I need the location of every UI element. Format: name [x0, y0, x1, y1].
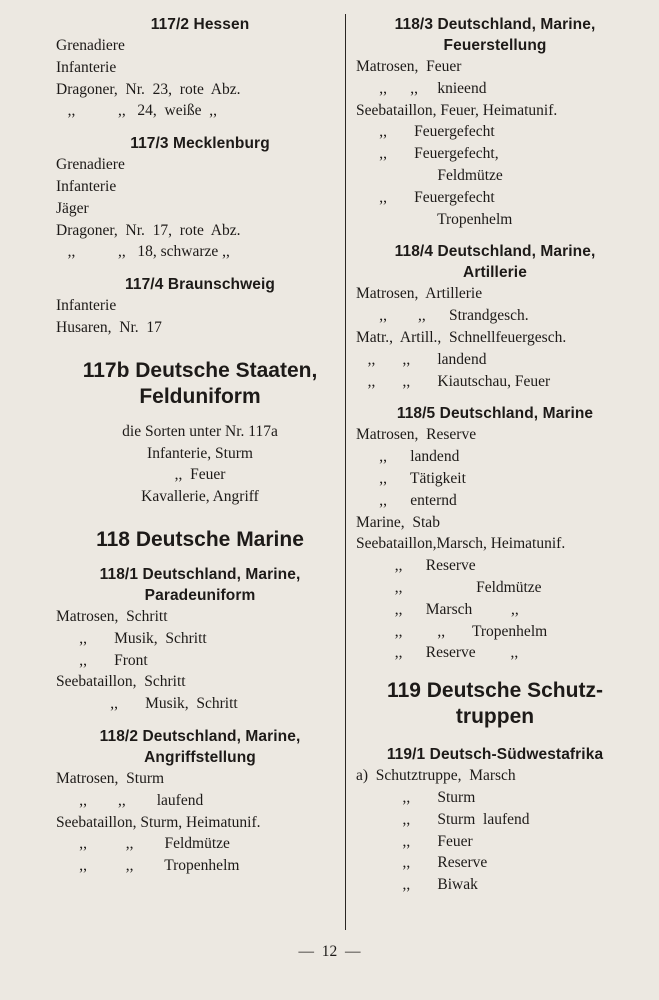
- entry-line: ,, Feuer: [174, 466, 226, 484]
- main-heading: 118 Deutsche Marine: [96, 527, 304, 551]
- entry-line: Tropenhelm: [356, 210, 513, 228]
- entry-line: Matrosen, Reserve: [356, 426, 477, 444]
- entry-line: Seebataillon,Marsch, Heimatunif.: [356, 535, 566, 553]
- section-heading: Paradeuniform: [144, 586, 256, 604]
- main-heading: Felduniform: [139, 384, 261, 408]
- entry-line: Infanterie: [56, 177, 117, 195]
- spacer: [56, 122, 344, 133]
- section-heading: Artillerie: [463, 264, 527, 282]
- entry-line: a) Schutztruppe, Marsch: [356, 767, 516, 785]
- spacer: [356, 730, 634, 744]
- spacer: [56, 715, 344, 726]
- spacer: [356, 392, 634, 403]
- entry-line: ,, Biwak: [356, 876, 478, 894]
- spacer: [356, 230, 634, 241]
- section-heading: 119/1 Deutsch-Südwestafrika: [386, 746, 604, 764]
- entry-line: ,, Feldmütze: [356, 578, 542, 596]
- entry-line: ,, Reserve: [356, 854, 488, 872]
- entry-line: ,, Feuergefecht,: [356, 145, 499, 163]
- entry-line: Infanterie, Sturm: [147, 444, 253, 462]
- entry-line: Feldmütze: [356, 166, 503, 184]
- entry-line: Seebataillon, Sturm, Heimatunif.: [56, 813, 261, 831]
- right-column: [356, 14, 634, 896]
- entry-line: ,, landend: [356, 448, 460, 466]
- entry-line: Seebataillon, Schritt: [56, 673, 186, 691]
- entry-line: ,, ,, Tropenhelm: [356, 622, 548, 640]
- entry-line: ,, Marsch ,,: [356, 600, 519, 618]
- spacer: [56, 508, 344, 527]
- entry-line: Grenadiere: [56, 156, 125, 174]
- left-column: [56, 14, 344, 877]
- main-heading: 119 Deutsche Schutz-: [387, 679, 603, 703]
- spacer: [356, 664, 634, 678]
- section-heading: 118/5 Deutschland, Marine: [396, 405, 594, 423]
- main-heading: truppen: [455, 705, 535, 729]
- entry-line: ,, Sturm: [356, 788, 476, 806]
- entry-line: ,, ,, knieend: [356, 79, 487, 97]
- entry-line: Infanterie: [56, 297, 117, 315]
- main-heading: 117b Deutsche Staaten,: [82, 358, 318, 382]
- entry-line: Matrosen, Schritt: [56, 607, 168, 625]
- entry-line: ,, Feuergefecht: [356, 188, 495, 206]
- spacer: [56, 553, 344, 564]
- section-heading: 117/4 Braunschweig: [125, 276, 275, 294]
- entry-line: Jäger: [56, 199, 89, 217]
- section-heading: 117/3 Mecklenburg: [130, 135, 270, 153]
- section-heading: 118/1 Deutschland, Marine,: [99, 565, 301, 583]
- entry-line: Husaren, Nr. 17: [56, 318, 162, 336]
- entry-line: ,, Sturm laufend: [356, 810, 530, 828]
- entry-line: ,, Musik, Schritt: [56, 695, 238, 713]
- section-heading: Feuerstellung: [443, 37, 547, 54]
- spacer: [56, 410, 344, 421]
- spacer: [56, 263, 344, 274]
- entry-line: Matrosen, Sturm: [56, 769, 165, 787]
- entry-line: ,, ,, 18, schwarze ,,: [56, 243, 230, 261]
- entry-line: ,, Feuer: [356, 832, 473, 850]
- entry-line: ,, ,, Kiautschau, Feuer: [356, 372, 551, 390]
- entry-line: Kavallerie, Angriff: [141, 488, 259, 506]
- entry-line: Infanterie: [56, 58, 117, 76]
- entry-line: Seebataillon, Feuer, Heimatunif.: [356, 101, 558, 119]
- entry-line: ,, ,, laufend: [56, 791, 204, 809]
- entry-line: ,, Feuergefecht: [356, 123, 495, 141]
- entry-line: Dragoner, Nr. 23, rote Abz.: [56, 80, 241, 98]
- entry-line: Matr., Artill., Schnellfeuergesch.: [356, 328, 567, 346]
- entry-line: Matrosen, Artillerie: [356, 285, 483, 303]
- entry-line: ,, Reserve: [356, 557, 476, 575]
- section-heading: 118/2 Deutschland, Marine,: [99, 727, 301, 745]
- entry-line: die Sorten unter Nr. 117a: [122, 422, 278, 440]
- entry-line: ,, enternd: [356, 491, 457, 509]
- section-heading: Angriffstellung: [144, 748, 256, 766]
- column-divider: [345, 14, 346, 930]
- page-number: — 12 —: [298, 943, 361, 960]
- entry-line: Marine, Stab: [356, 513, 440, 531]
- section-heading: 117/2 Hessen: [150, 16, 250, 33]
- section-heading: 118/4 Deutschland, Marine,: [394, 243, 596, 261]
- entry-line: ,, ,, landend: [356, 350, 487, 368]
- spacer: [56, 339, 344, 358]
- section-heading: 118/3 Deutschland, Marine,: [394, 16, 596, 33]
- entry-line: ,, ,, 24, weiße ,,: [56, 102, 218, 120]
- entry-line: ,, Tätigkeit: [356, 469, 466, 487]
- entry-line: ,, ,, Tropenhelm: [56, 857, 240, 875]
- entry-line: Dragoner, Nr. 17, rote Abz.: [56, 221, 241, 239]
- entry-line: ,, Reserve ,,: [356, 644, 519, 662]
- entry-line: ,, ,, Strandgesch.: [356, 307, 529, 325]
- entry-line: ,, Front: [56, 651, 148, 669]
- entry-line: ,, Musik, Schritt: [56, 629, 207, 647]
- entry-line: ,, ,, Feldmütze: [56, 835, 230, 853]
- entry-line: Matrosen, Feuer: [356, 58, 462, 75]
- entry-line: Grenadiere: [56, 37, 125, 54]
